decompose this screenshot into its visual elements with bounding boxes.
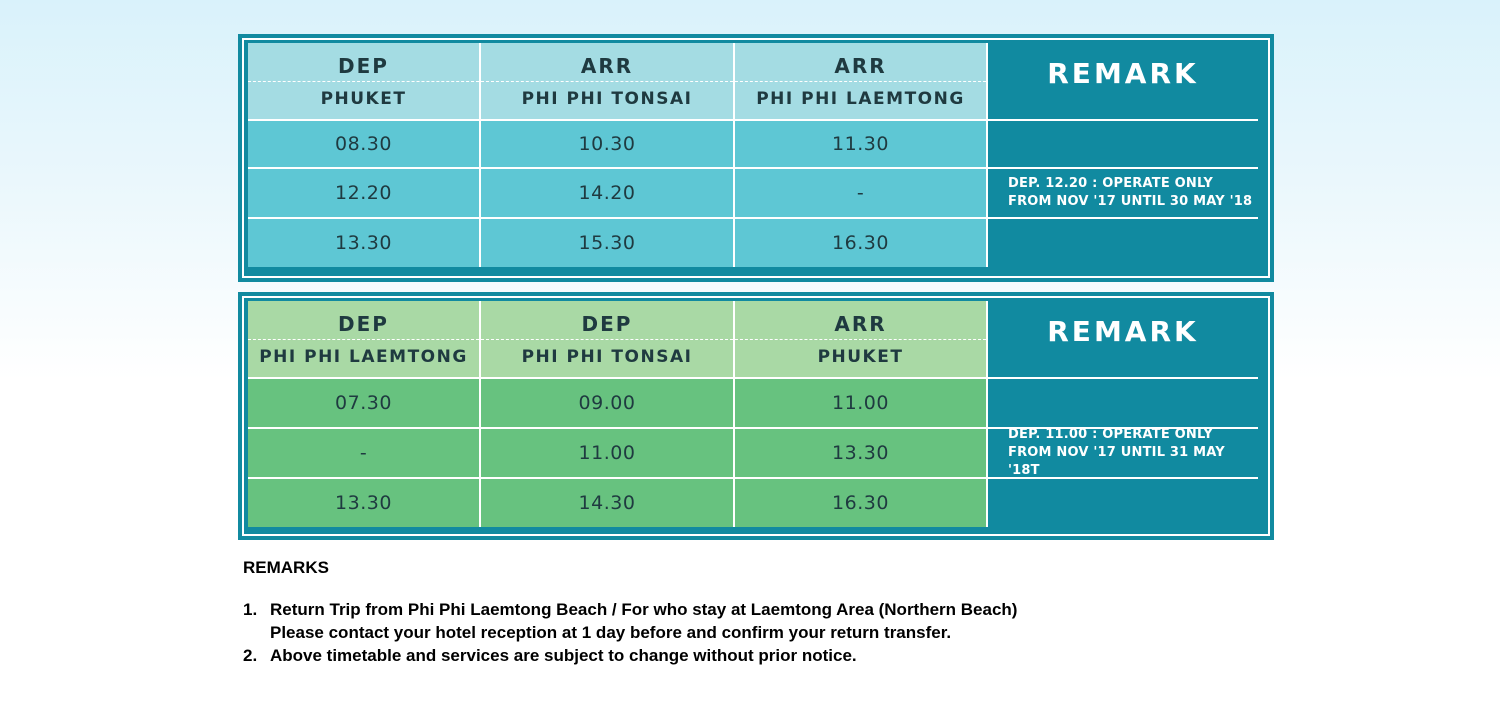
time-cell: 11.30 [735,121,988,169]
header-type: ARR [481,51,733,82]
header-place: PHI PHI LAEMTONG [259,347,468,367]
time-cell: 07.30 [248,379,481,429]
remarks-item-number: 1. [243,600,258,619]
remark-cell [988,219,1258,267]
remarks-item [243,644,1243,667]
time-cell: 12.20 [248,169,481,219]
time-cell: 16.30 [735,479,988,527]
remark-note [1008,426,1258,480]
header-type: DEP [248,51,479,82]
header-dep-phi-phi-tonsai [481,301,735,379]
remark-header: REMARK [988,43,1258,121]
time-cell: 11.00 [735,379,988,429]
outbound-timetable [238,34,1274,282]
remarks-item-line: Please contact your hotel reception at 1 day before and confirm your return transfer. [270,623,952,642]
remarks-item-text [270,598,1243,644]
remarks-item-line: Return Trip from Phi Phi Laemtong Beach / For who stay at Laemtong Area (Northern Beach) [270,600,1018,619]
remarks-item-number: 2. [243,646,258,665]
time-cell: 13.30 [735,429,988,479]
return-timetable-grid [248,301,1264,531]
header-place: PHI PHI TONSAI [521,347,693,367]
header-place: PHUKET [817,347,904,367]
remarks-item-line: Above timetable and services are subject to change without prior notice. [270,646,857,665]
header-arr-phuket [735,301,988,379]
remark-line: FROM NOV '17 UNTIL 31 MAY '18T [1008,445,1225,478]
remark-line: FROM NOV '17 UNTIL 30 MAY '18 [1008,194,1253,209]
time-cell: 15.30 [481,219,735,267]
outbound-timetable-frame [242,38,1270,278]
remark-cell [988,379,1258,429]
time-cell: 13.30 [248,479,481,527]
remarks-title: REMARKS [243,558,329,577]
header-type: DEP [248,309,479,340]
return-timetable-frame [242,296,1270,536]
header-place: PHI PHI LAEMTONG [756,89,965,109]
header-dep-phuket [248,43,481,121]
time-cell: 08.30 [248,121,481,169]
time-cell: 14.30 [481,479,735,527]
header-place: PHUKET [320,89,407,109]
header-place: PHI PHI TONSAI [521,89,693,109]
remark-cell [988,169,1258,219]
header-dep-phi-phi-laemtong [248,301,481,379]
remarks-section [243,556,1243,667]
remark-note [1008,175,1252,211]
remark-cell [988,121,1258,169]
time-cell: 13.30 [248,219,481,267]
remark-cell [988,479,1258,527]
remark-header: REMARK [988,301,1258,379]
header-type: ARR [735,309,986,340]
time-cell: 16.30 [735,219,988,267]
header-arr-phi-phi-tonsai [481,43,735,121]
remark-line: DEP. 11.00 : OPERATE ONLY [1008,427,1214,442]
time-cell: 09.00 [481,379,735,429]
header-type: ARR [735,51,986,82]
remark-line: DEP. 12.20 : OPERATE ONLY [1008,176,1214,191]
time-cell: 11.00 [481,429,735,479]
time-cell: 10.30 [481,121,735,169]
time-cell: - [735,169,988,219]
time-cell: 14.20 [481,169,735,219]
time-cell: - [248,429,481,479]
outbound-timetable-grid [248,43,1264,273]
header-arr-phi-phi-laemtong [735,43,988,121]
remarks-item-text [270,644,1243,667]
remark-cell [988,429,1258,479]
header-type: DEP [481,309,733,340]
remarks-item [243,598,1243,644]
return-timetable [238,292,1274,540]
